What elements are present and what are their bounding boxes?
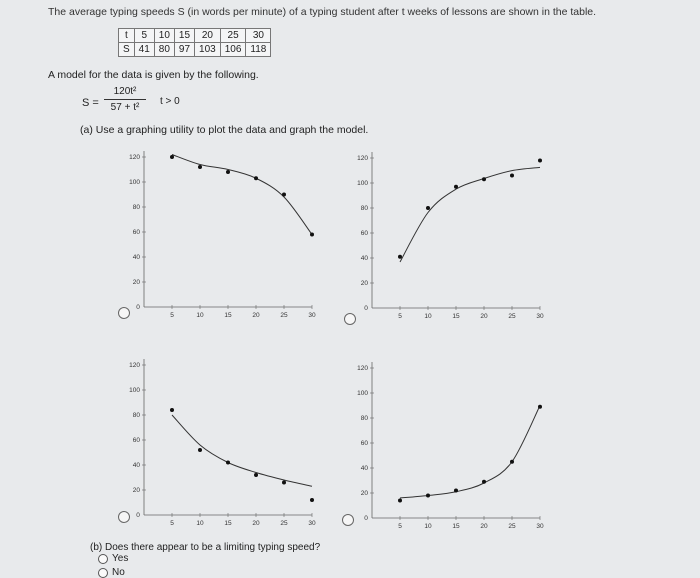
data-point <box>426 494 430 498</box>
data-point <box>254 473 258 477</box>
data-point <box>198 165 202 169</box>
y-tick-label: 20 <box>360 280 368 287</box>
origin-label: 0 <box>364 515 368 522</box>
option-yes-label: Yes <box>112 553 129 564</box>
model-curve <box>400 406 540 499</box>
data-point <box>254 176 258 180</box>
data-point <box>282 481 286 485</box>
y-tick-label: 100 <box>357 390 368 397</box>
table-cell: 25 <box>220 29 246 43</box>
table-row-s <box>119 43 271 57</box>
x-tick-label: 25 <box>508 313 516 320</box>
x-tick-label: 15 <box>224 312 232 319</box>
option-no-label: No <box>112 567 125 578</box>
y-tick-label: 80 <box>360 205 368 212</box>
graph-top-left <box>110 145 340 325</box>
table-row-t <box>119 29 271 43</box>
x-tick-label: 30 <box>536 313 544 320</box>
equation-numerator: 120t² <box>104 86 146 100</box>
table-cell: 97 <box>174 43 194 57</box>
part-a-instruction: (a) Use a graphing utility to plot the data and graph the model. <box>80 124 369 136</box>
data-point <box>454 185 458 189</box>
table-cell: t <box>119 29 135 43</box>
data-point <box>398 499 402 503</box>
x-tick-label: 5 <box>398 313 402 320</box>
x-tick-label: 15 <box>452 523 460 530</box>
y-tick-label: 80 <box>132 412 140 419</box>
x-tick-label: 5 <box>170 520 174 527</box>
data-point <box>510 460 514 464</box>
origin-label: 0 <box>136 304 140 311</box>
x-tick-label: 5 <box>398 523 402 530</box>
data-point <box>310 498 314 502</box>
x-tick-label: 25 <box>280 520 288 527</box>
data-point <box>226 461 230 465</box>
x-tick-label: 10 <box>424 313 432 320</box>
problem-intro: The average typing speeds S (in words per minute) of a typing student after t weeks of lessons are shown in the table. <box>48 6 597 18</box>
table-cell: 80 <box>154 43 174 57</box>
y-tick-label: 40 <box>360 465 368 472</box>
table-cell: S <box>119 43 135 57</box>
x-tick-label: 10 <box>196 520 204 527</box>
y-tick-label: 40 <box>360 255 368 262</box>
equation-fraction <box>104 86 146 113</box>
model-curve <box>172 415 312 486</box>
graph-bottom-right <box>338 358 558 533</box>
x-tick-label: 10 <box>196 312 204 319</box>
y-tick-label: 20 <box>132 487 140 494</box>
graph-bottom-left <box>110 355 340 530</box>
model-curve <box>400 167 540 262</box>
y-tick-label: 100 <box>129 387 140 394</box>
x-tick-label: 20 <box>252 520 260 527</box>
model-curve <box>172 155 312 235</box>
data-point <box>426 206 430 210</box>
y-tick-label: 20 <box>132 279 140 286</box>
equation-denominator: 57 + t² <box>110 102 140 113</box>
option-yes[interactable] <box>98 553 128 564</box>
option-no[interactable] <box>98 567 125 578</box>
y-tick-label: 40 <box>132 462 140 469</box>
table-cell: 30 <box>246 29 271 43</box>
x-tick-label: 20 <box>480 313 488 320</box>
table-cell: 118 <box>246 43 271 57</box>
table-cell: 103 <box>195 43 221 57</box>
x-tick-label: 5 <box>170 312 174 319</box>
x-tick-label: 20 <box>252 312 260 319</box>
equation-lhs: S = <box>82 97 99 109</box>
y-tick-label: 120 <box>357 365 368 372</box>
y-tick-label: 80 <box>132 204 140 211</box>
data-point <box>538 159 542 163</box>
part-b-question: (b) Does there appear to be a limiting typing speed? <box>90 542 321 553</box>
y-tick-label: 40 <box>132 254 140 261</box>
x-tick-label: 25 <box>280 312 288 319</box>
data-point <box>198 448 202 452</box>
data-point <box>538 405 542 409</box>
data-point <box>310 233 314 237</box>
data-point <box>282 193 286 197</box>
x-tick-label: 20 <box>480 523 488 530</box>
x-tick-label: 10 <box>424 523 432 530</box>
data-table <box>118 28 271 57</box>
radio-no[interactable] <box>98 568 108 578</box>
data-point <box>170 155 174 159</box>
y-tick-label: 60 <box>132 437 140 444</box>
y-tick-label: 100 <box>357 180 368 187</box>
y-tick-label: 60 <box>132 229 140 236</box>
y-tick-label: 60 <box>360 440 368 447</box>
data-point <box>170 408 174 412</box>
origin-label: 0 <box>136 512 140 519</box>
x-tick-label: 30 <box>308 520 316 527</box>
data-point <box>398 255 402 259</box>
table-cell: 20 <box>195 29 221 43</box>
x-tick-label: 30 <box>536 523 544 530</box>
equation-condition: t > 0 <box>160 96 180 107</box>
y-tick-label: 120 <box>129 362 140 369</box>
data-point <box>510 174 514 178</box>
data-point <box>454 489 458 493</box>
data-point <box>482 177 486 181</box>
table-cell: 41 <box>134 43 154 57</box>
y-tick-label: 80 <box>360 415 368 422</box>
x-tick-label: 30 <box>308 312 316 319</box>
model-intro: A model for the data is given by the following. <box>48 69 259 81</box>
y-tick-label: 120 <box>357 155 368 162</box>
table-cell: 15 <box>174 29 194 43</box>
y-tick-label: 60 <box>360 230 368 237</box>
table-cell: 5 <box>134 29 154 43</box>
data-point <box>226 170 230 174</box>
graph-top-right <box>338 148 558 328</box>
y-tick-label: 20 <box>360 490 368 497</box>
origin-label: 0 <box>364 305 368 312</box>
x-tick-label: 25 <box>508 523 516 530</box>
table-cell: 10 <box>154 29 174 43</box>
data-point <box>482 480 486 484</box>
y-tick-label: 120 <box>129 154 140 161</box>
x-tick-label: 15 <box>224 520 232 527</box>
table-cell: 106 <box>220 43 246 57</box>
x-tick-label: 15 <box>452 313 460 320</box>
radio-yes[interactable] <box>98 554 108 564</box>
y-tick-label: 100 <box>129 179 140 186</box>
